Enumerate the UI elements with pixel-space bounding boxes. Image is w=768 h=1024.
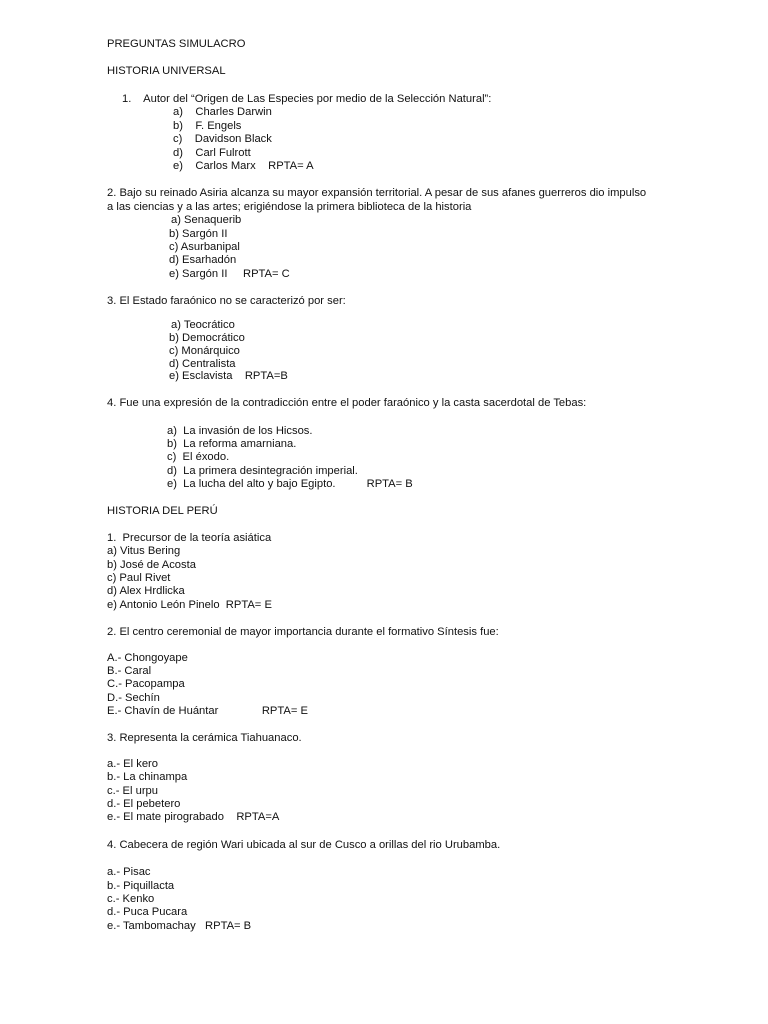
question-prompt: 3. Representa la cerámica Tiahuanaco. [107, 732, 302, 744]
answer-option: b) José de Acosta [107, 559, 196, 571]
answer-option: c) Asurbanipal [169, 241, 240, 253]
answer-option: B.- Caral [107, 665, 152, 677]
question-prompt: 1. Precursor de la teoría asiática [107, 532, 272, 544]
answer-option: d) Alex Hrdlicka [107, 585, 185, 597]
question-prompt: 2. El centro ceremonial de mayor importancia durante el formativo Síntesis fue: [107, 626, 499, 638]
answer-option: c.- Kenko [107, 893, 155, 905]
answer-option: d) Carl Fulrott [173, 147, 251, 159]
answer-option: b) F. Engels [173, 120, 242, 132]
answer-option: C.- Pacopampa [107, 678, 185, 690]
answer-option: A.- Chongoyape [107, 652, 188, 664]
answer-option: b.- Piquillacta [107, 880, 175, 892]
answer-option: e.- Tambomachay RPTA= B [107, 920, 252, 932]
answer-option: e) Sargón II RPTA= C [169, 268, 290, 280]
page-title: PREGUNTAS SIMULACRO [107, 38, 246, 50]
answer-option: d.- Puca Pucara [107, 906, 188, 918]
answer-option: c.- El urpu [107, 785, 158, 797]
answer-option: b) Sargón II [169, 228, 228, 240]
answer-option: a) Senaquerib [171, 214, 242, 226]
answer-option: a) La invasión de los Hicsos. [167, 425, 313, 437]
answer-option: a.- El kero [107, 758, 158, 770]
answer-option: e) Carlos Marx RPTA= A [173, 160, 314, 172]
section-heading-historia-universal: HISTORIA UNIVERSAL [107, 65, 226, 77]
question-prompt: 4. Cabecera de región Wari ubicada al sur de Cusco a orillas del rio Urubamba. [107, 839, 501, 851]
answer-option: c) El éxodo. [167, 451, 230, 463]
answer-option: c) Paul Rivet [107, 572, 171, 584]
answer-option: d.- El pebetero [107, 798, 181, 810]
question-prompt: 2. Bajo su reinado Asiria alcanza su mayor expansión territorial. A pesar de sus afanes guerreros dio impulso [107, 187, 647, 199]
answer-option: c) Davidson Black [173, 133, 272, 145]
answer-option: a.- Pisac [107, 866, 151, 878]
answer-option: D.- Sechín [107, 692, 160, 704]
answer-option: e) Esclavista RPTA=B [169, 370, 288, 382]
answer-option: c) Monárquico [169, 345, 240, 357]
question-prompt: 4. Fue una expresión de la contradicción entre el poder faraónico y la casta sacerdotal de Tebas: [107, 397, 587, 409]
answer-option: a) Charles Darwin [173, 106, 272, 118]
answer-option: e.- El mate pirograbado RPTA=A [107, 811, 280, 823]
section-heading-historia-del-peru: HISTORIA DEL PERÚ [107, 505, 218, 517]
question-prompt: 1. Autor del “Origen de Las Especies por medio de la Selección Natural”: [122, 93, 492, 105]
answer-option: b.- La chinampa [107, 771, 188, 783]
answer-option: a) Teocrático [171, 319, 235, 331]
answer-option: d) Centralista [169, 358, 236, 370]
question-prompt-continued: a las ciencias y a las artes; erigiéndose la primera biblioteca de la historia [107, 201, 472, 213]
answer-option: b) La reforma amarniana. [167, 438, 297, 450]
answer-option: E.- Chavín de Huántar RPTA= E [107, 705, 308, 717]
answer-option: b) Democrático [169, 332, 245, 344]
answer-option: d) Esarhadón [169, 254, 237, 266]
answer-option: e) Antonio León Pinelo RPTA= E [107, 599, 272, 611]
question-prompt: 3. El Estado faraónico no se caracterizó por ser: [107, 295, 346, 307]
answer-option: a) Vitus Bering [107, 545, 181, 557]
answer-option: e) La lucha del alto y bajo Egipto. RPTA= B [167, 478, 413, 490]
answer-option: d) La primera desintegración imperial. [167, 465, 358, 477]
